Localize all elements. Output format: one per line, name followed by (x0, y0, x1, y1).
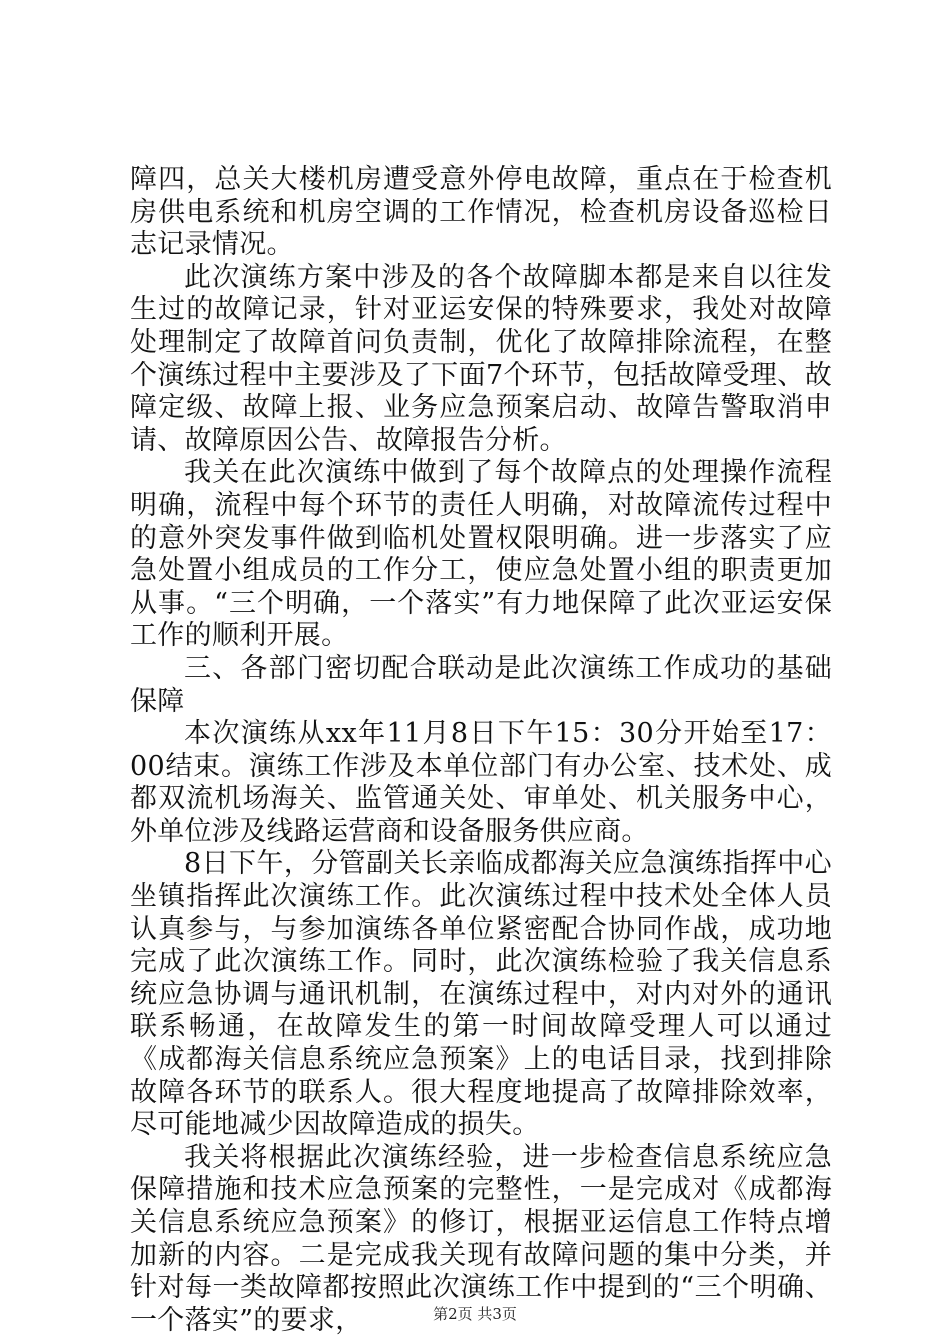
paragraph-3: 我关在此次演练中做到了每个故障点的处理操作流程明确，流程中每个环节的责任人明确，对故障流传过程中的意外突发事件做到临机处置权限明确。进一步落实了应急处置小组成员的工作分工，使应急处置小组的职责更加从事。“三个明确，一个落实”有力地保障了此次亚运安保工作的顺利开展。 (130, 457, 832, 652)
paragraph-7: 我关将根据此次演练经验，进一步检查信息系统应急保障措施和技术应急预案的完整性，一是完成对《成都海关信息系统应急预案》的修订，根据亚运信息工作特点增加新的内容。二是完成我关现有故障问题的集中分类，并针对每一类故障都按照此次演练工作中提到的“三个明确、一个落实”的要求， (130, 1141, 832, 1336)
document-body (130, 164, 832, 1337)
paragraph-6: 8日下午，分管副关长亲临成都海关应急演练指挥中心坐镇指挥此次演练工作。此次演练过程中技术处全体人员认真参与，与参加演练各单位紧密配合协同作战，成功地完成了此次演练工作。同时，此次演练检验了我关信息系统应急协调与通讯机制，在演练过程中，对内对外的通讯联系畅通，在故障发生的第一时间故障受理人可以通过《成都海关信息系统应急预案》上的电话目录，找到排除故障各环节的联系人。很大程度地提高了故障排除效率，尽可能地减少因故障造成的损失。 (130, 848, 832, 1141)
paragraph-5: 本次演练从xx年11月8日下午15：30分开始至17：00结束。演练工作涉及本单位部门有办公室、技术处、成都双流机场海关、监管通关处、审单处、机关服务中心，外单位涉及线路运营商和设备服务供应商。 (130, 718, 832, 847)
paragraph-2: 此次演练方案中涉及的各个故障脚本都是来自以往发生过的故障记录，针对亚运安保的特殊要求，我处对故障处理制定了故障首问负责制，优化了故障排除流程，在整个演练过程中主要涉及了下面7个环节，包括故障受理、故障定级、故障上报、业务应急预案启动、故障告警取消申请、故障原因公告、故障报告分析。 (130, 261, 832, 456)
page-number-label: 第2页 共3页 (433, 1305, 517, 1323)
paragraph-1: 障四，总关大楼机房遭受意外停电故障，重点在于检查机房供电系统和机房空调的工作情况，检查机房设备巡检日志记录情况。 (130, 164, 832, 261)
page-footer (0, 1303, 950, 1324)
section-heading-3: 三、各部门密切配合联动是此次演练工作成功的基础保障 (130, 652, 832, 717)
